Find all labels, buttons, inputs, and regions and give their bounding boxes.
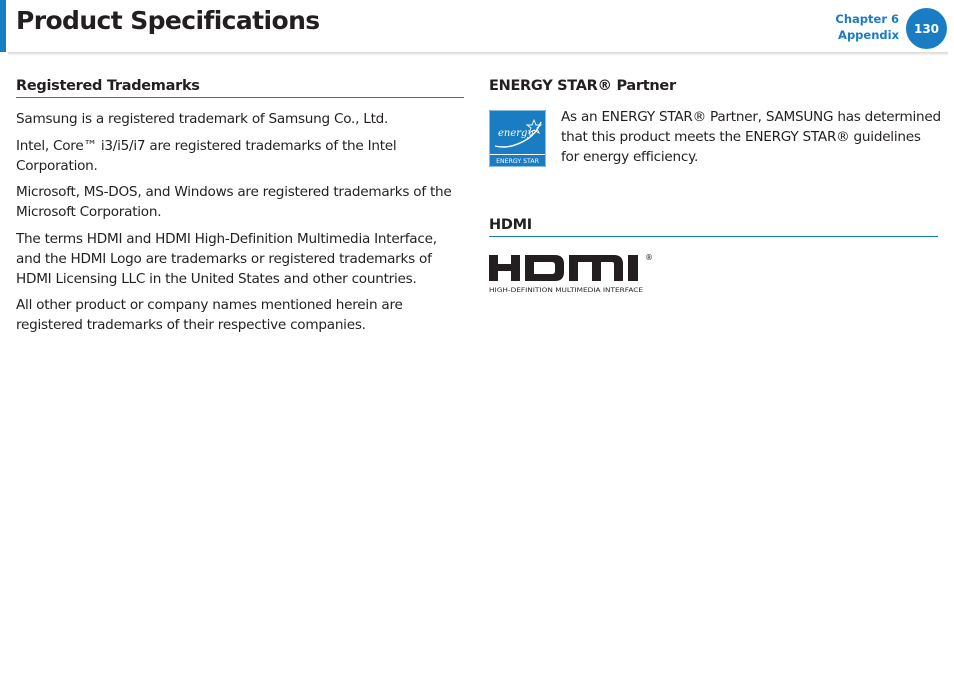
chapter-label: Chapter 6	[835, 12, 899, 26]
hdmi-logo-icon	[489, 251, 657, 295]
page-title: Product Specifications	[16, 6, 320, 35]
svg-text:®: ®	[645, 253, 653, 262]
trademarks-heading: Registered Trademarks	[16, 78, 464, 98]
trademark-paragraph: Intel, Core™ i3/i5/i7 are registered trademarks of the Intel Corporation.	[16, 137, 397, 174]
right-column	[489, 78, 941, 295]
header-accent-bar	[0, 0, 6, 52]
trademark-paragraph: Microsoft, MS-DOS, and Windows are registered trademarks of the Microsoft Corporation.	[16, 184, 452, 221]
trademark-paragraph: The terms HDMI and HDMI High-Definition Multimedia Interface, and the HDMI Logo are trademarks or registered trademarks of HDMI Licensing LLC in the United States and other countries.	[16, 230, 437, 287]
trademarks-section	[16, 78, 464, 336]
hdmi-section	[489, 217, 938, 295]
hdmi-heading: HDMI	[489, 217, 938, 237]
section-label: Appendix	[838, 28, 899, 42]
energy-star-logo-icon	[489, 110, 546, 167]
chapter-info	[835, 11, 899, 43]
energy-star-description: As an ENERGY STAR® Partner, SAMSUNG has determined that this product meets the ENERGY STAR® guidelines for energy efficiency.	[561, 109, 941, 165]
energy-star-heading: ENERGY STAR® Partner	[489, 78, 676, 94]
svg-text:ENERGY STAR: ENERGY STAR	[496, 158, 539, 165]
trademark-paragraph: Samsung is a registered trademark of Samsung Co., Ltd.	[16, 111, 389, 127]
trademark-paragraph: All other product or company names mentioned herein are registered trademarks of their respective companies.	[16, 297, 403, 334]
svg-text:energy: energy	[498, 128, 534, 139]
header-divider	[8, 52, 948, 56]
energy-star-section	[489, 78, 941, 178]
svg-text:HIGH-DEFINITION MULTIMEDIA INT: HIGH-DEFINITION MULTIMEDIA INTERFACE	[489, 287, 644, 294]
page-number-badge: 130	[906, 8, 947, 49]
